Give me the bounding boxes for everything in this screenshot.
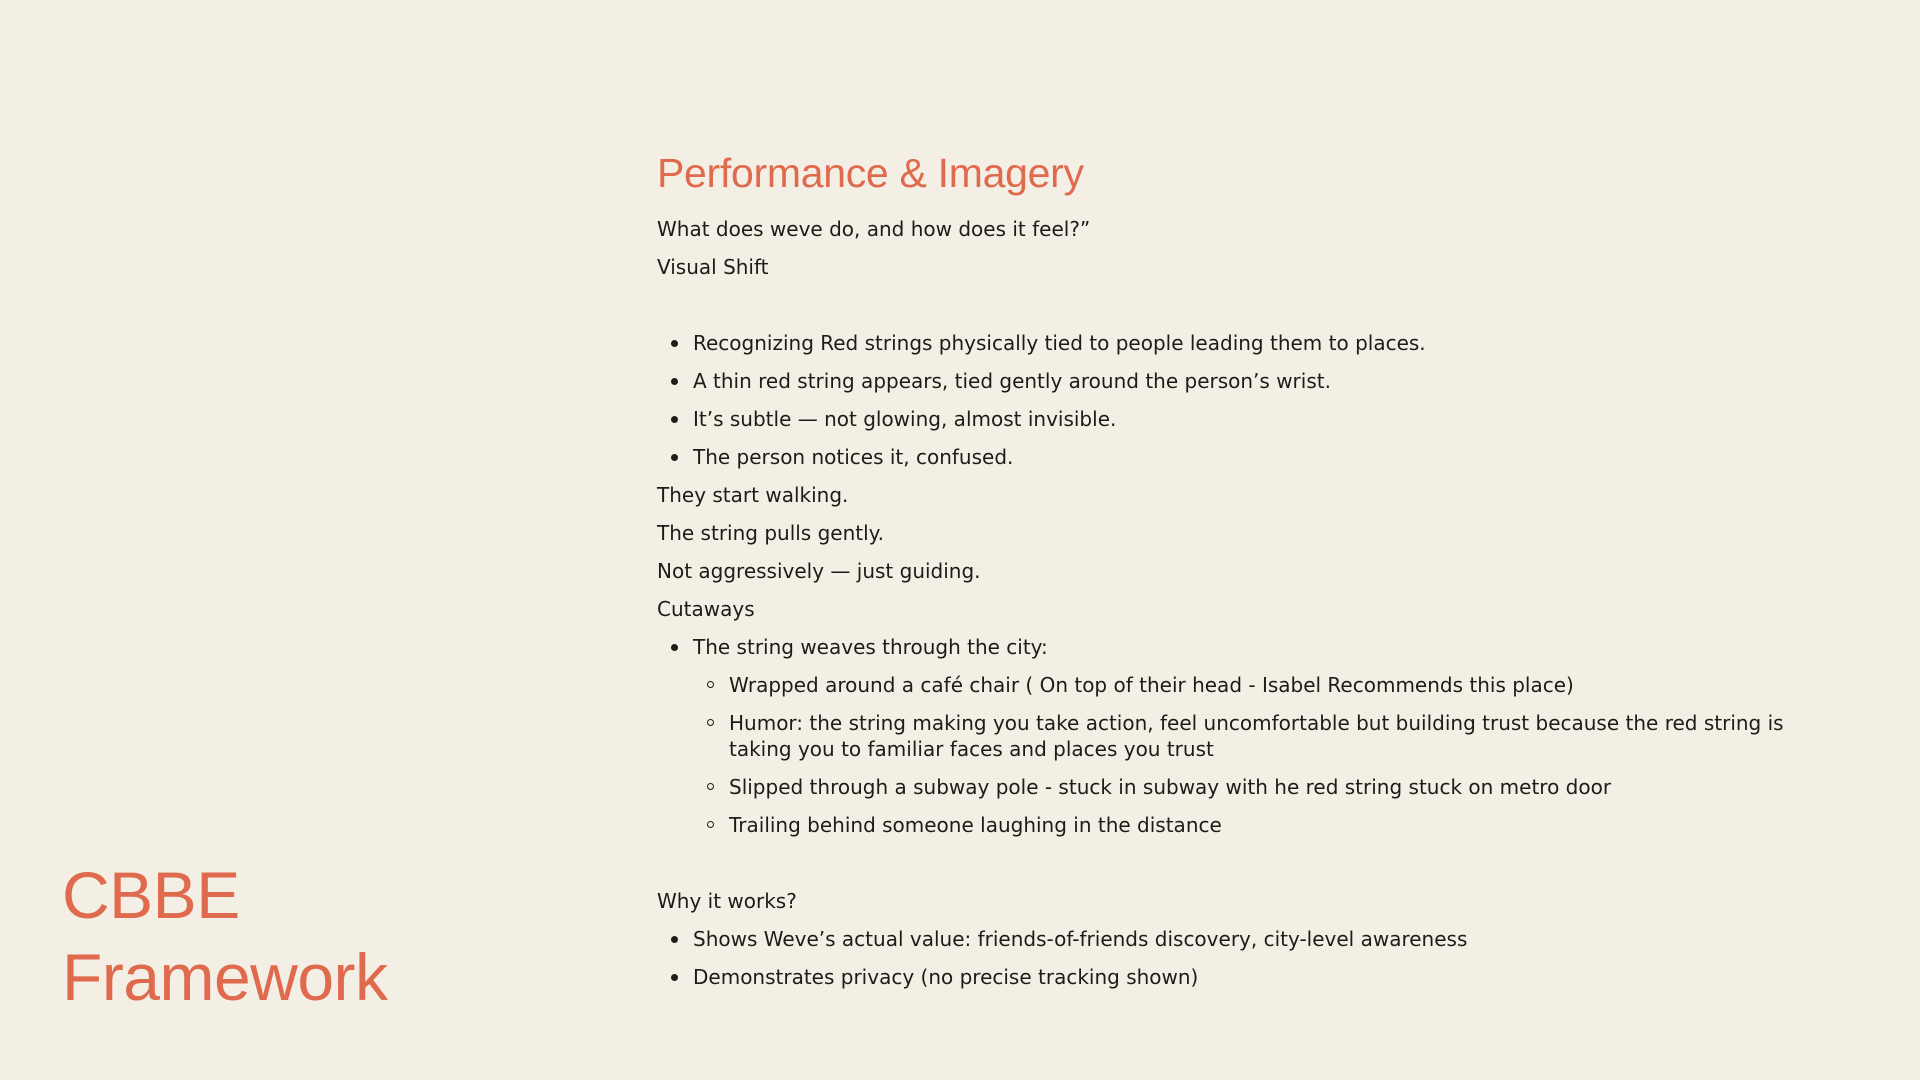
spacer xyxy=(657,844,1787,882)
visual-shift-label: Visual Shift xyxy=(657,255,769,279)
sub-list-item: Slipped through a subway pole - stuck in subway with he red string stuck on metro door xyxy=(729,768,1787,806)
spacer xyxy=(657,286,1787,324)
sub-list-item: Wrapped around a café chair ( On top of their head - Isabel Recommends this place) xyxy=(729,666,1787,704)
list-item: Recognizing Red strings physically tied to people leading them to places. xyxy=(693,324,1787,362)
cutaways-list xyxy=(657,628,1787,844)
guiding-question: What does weve do, and how does it feel?” xyxy=(657,217,1091,241)
cutaways-label: Cutaways xyxy=(657,597,755,621)
walk-line: The string pulls gently. xyxy=(657,521,885,545)
why-list xyxy=(657,920,1787,996)
sub-list-item: Trailing behind someone laughing in the distance xyxy=(729,806,1787,844)
section-heading: Performance & Imagery xyxy=(657,150,1084,196)
visual-shift-list xyxy=(657,324,1787,476)
framework-title-line2: Framework xyxy=(62,940,388,1014)
why-label: Why it works? xyxy=(657,889,797,913)
sub-list-item: Humor: the string making you take action, feel uncomfortable but building trust because the red string is taking you to familiar faces and places you trust xyxy=(729,704,1787,768)
list-item: A thin red string appears, tied gently around the person’s wrist. xyxy=(693,362,1787,400)
walk-line: Not aggressively — just guiding. xyxy=(657,559,981,583)
framework-title xyxy=(62,854,388,1018)
list-item: Demonstrates privacy (no precise tracking shown) xyxy=(693,958,1787,996)
list-item: Shows Weve’s actual value: friends-of-friends discovery, city-level awareness xyxy=(693,920,1787,958)
framework-title-line1: CBBE xyxy=(62,858,240,932)
list-item xyxy=(693,628,1787,844)
cutaways-bullet-text: The string weaves through the city: xyxy=(693,635,1048,659)
cutaways-sub-list xyxy=(693,666,1787,844)
list-item: The person notices it, confused. xyxy=(693,438,1787,476)
slide-content xyxy=(657,148,1787,996)
list-item: It’s subtle — not glowing, almost invisible. xyxy=(693,400,1787,438)
walk-line: They start walking. xyxy=(657,483,849,507)
